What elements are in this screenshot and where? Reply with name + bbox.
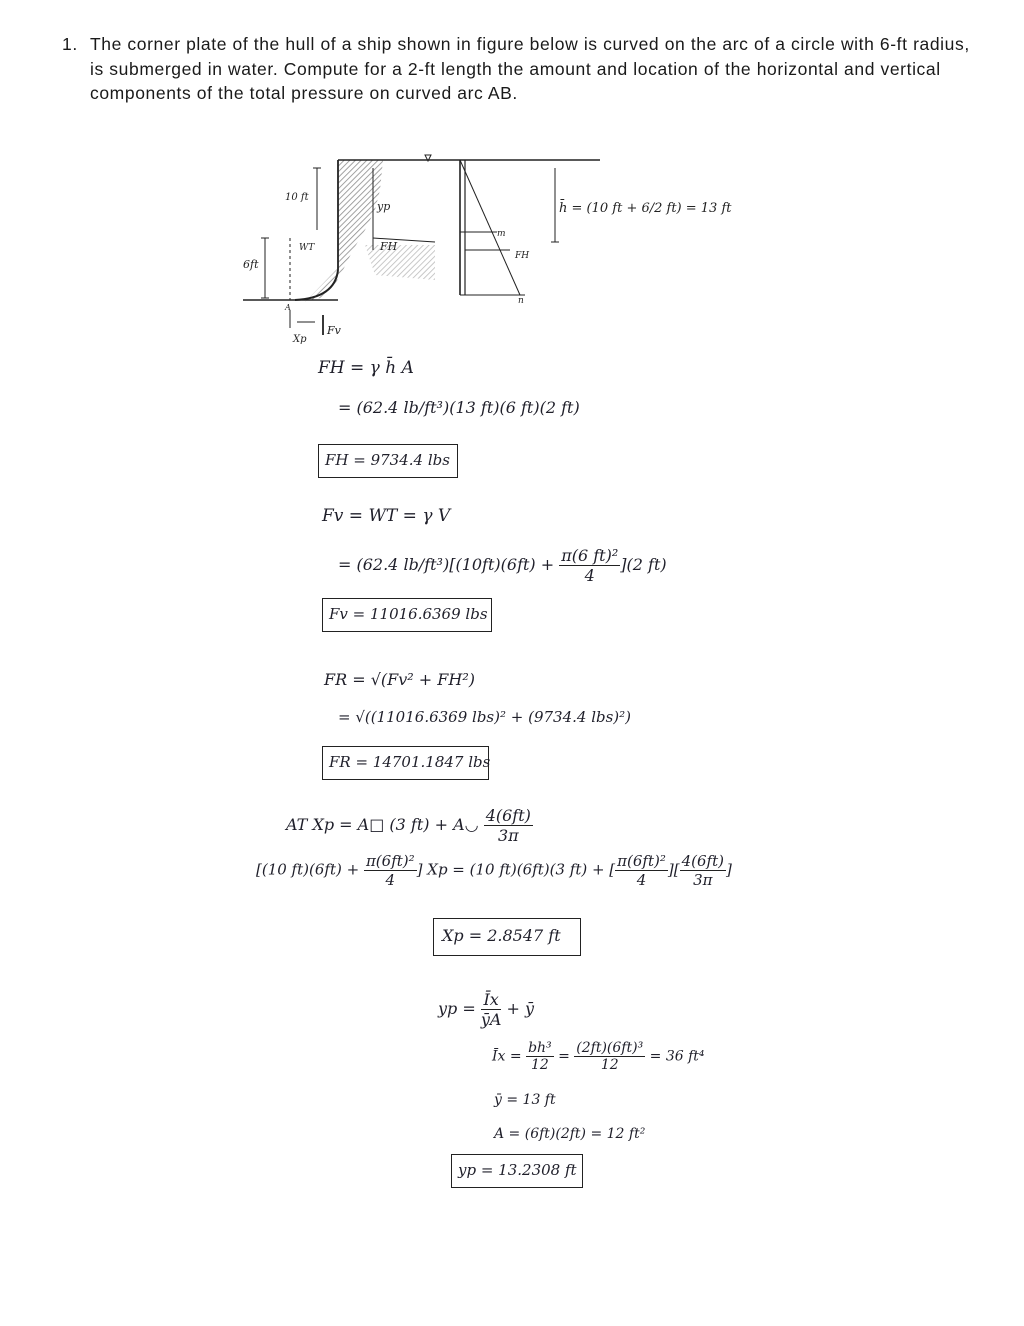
fv-fraction (559, 546, 620, 585)
fv-formula: Fv = WT = γ V (322, 506, 451, 526)
xp-result: Xp = 2.8547 ft (442, 926, 561, 945)
ix-fraction-1 (526, 1040, 554, 1073)
ix-fraction-2 (574, 1040, 645, 1073)
hull-figure (235, 150, 735, 350)
problem-number: 1. (62, 34, 78, 54)
hbar-equation: h̄ = (10 ft + 6/2 ft) = 13 ft (559, 201, 732, 216)
yp-result-box (451, 1154, 583, 1188)
label-yp: yp (377, 200, 391, 213)
fv-substitution (338, 546, 667, 585)
fr-substitution: = √((11016.6369 lbs)² + (9734.4 lbs)²) (338, 708, 632, 726)
fh-result: FH = 9734.4 lbs (325, 451, 450, 469)
yp-formula-part-b: + ȳ (501, 999, 535, 1018)
xp-den-2: 4 (636, 871, 647, 889)
yp-formula-part-a: yp = (438, 999, 481, 1018)
fr-result-box (322, 746, 489, 780)
fv-sub-part-a: = (62.4 lb/ft³)[(10ft)(6ft) + (338, 555, 560, 574)
label-xp: Xp (293, 334, 307, 345)
label-6ft: 6ft (243, 258, 259, 271)
at-fraction (484, 806, 533, 845)
xp-fraction-1 (364, 852, 417, 889)
xp-fraction-3 (680, 852, 726, 889)
xp-fraction-2 (615, 852, 668, 889)
yp-numerator: Īx (483, 990, 499, 1009)
fh-formula: FH = γ h̄ A (318, 358, 414, 378)
fr-formula: FR = √(Fv² + FH²) (324, 670, 476, 689)
yp-formula (438, 990, 534, 1029)
label-wt: WT (299, 243, 315, 253)
ix-num-2: (2ft)(6ft)³ (576, 1040, 644, 1056)
at-numerator: 4(6ft) (485, 806, 531, 825)
ix-num-1: bh³ (528, 1040, 552, 1056)
problem-text: The corner plate of the hull of a ship shown in figure below is curved on the arc of a circle with 6-ft radius, is submerged in water. Compute for a 2-ft length the amount and location of the horizontal and vertical components of the total pressure on curved arc AB. (90, 34, 970, 103)
label-fv: Fv (327, 324, 341, 337)
ybar-value: ȳ = 13 ft (494, 1092, 556, 1108)
ix-part-c: = 36 ft⁴ (645, 1048, 705, 1065)
fv-denominator: 4 (584, 566, 595, 585)
label-a: A (285, 303, 291, 312)
fv-numerator: π(6 ft)² (561, 546, 619, 565)
xp-num-1: π(6ft)² (365, 852, 415, 870)
xp-eq-part-a: [(10 ft)(6ft) + (256, 860, 364, 879)
fh-substitution: = (62.4 lb/ft³)(13 ft)(6 ft)(2 ft) (338, 398, 580, 417)
fr-result: FR = 14701.1847 lbs (329, 753, 491, 771)
label-n: n (518, 296, 524, 306)
label-fh-right: FH (515, 251, 530, 261)
xp-result-box (433, 918, 581, 956)
fh-result-box (318, 444, 458, 478)
label-m: m (497, 229, 506, 239)
yp-fraction (481, 990, 502, 1029)
fv-result-box (322, 598, 492, 632)
xp-num-3: 4(6ft) (681, 852, 724, 870)
ix-part-a: Īx = (492, 1048, 527, 1065)
curved-arc-ab (295, 270, 338, 300)
ix-equation (492, 1040, 705, 1073)
xp-den-1: 4 (385, 871, 396, 889)
xp-eq-part-d: ] (725, 860, 732, 879)
xp-num-2: π(6ft)² (617, 852, 666, 870)
area-value: A = (6ft)(2ft) = 12 ft² (494, 1126, 646, 1142)
problem-statement (62, 32, 982, 106)
at-eq-part-a: AT Xp = A□ (3 ft) + A◡ (286, 815, 484, 834)
fv-result: Fv = 11016.6369 lbs (329, 605, 488, 623)
xp-eq-part-c: ][ (667, 860, 680, 879)
label-10ft: 10 ft (285, 192, 309, 203)
xp-den-3: 3π (693, 871, 713, 889)
ix-den-1: 12 (530, 1057, 549, 1073)
at-equation (286, 806, 533, 845)
xp-eq-part-b: ] Xp = (10 ft)(6ft)(3 ft) + [ (416, 860, 616, 879)
yp-denominator: ȳA (480, 1010, 502, 1029)
xp-equation (256, 852, 732, 889)
yp-result: yp = 13.2308 ft (458, 1161, 577, 1179)
at-denominator: 3π (497, 826, 519, 845)
ix-part-b: = (553, 1048, 575, 1065)
ix-den-2: 12 (600, 1057, 619, 1073)
fv-sub-part-b: ](2 ft) (620, 555, 667, 574)
label-fh: FH (380, 240, 398, 253)
